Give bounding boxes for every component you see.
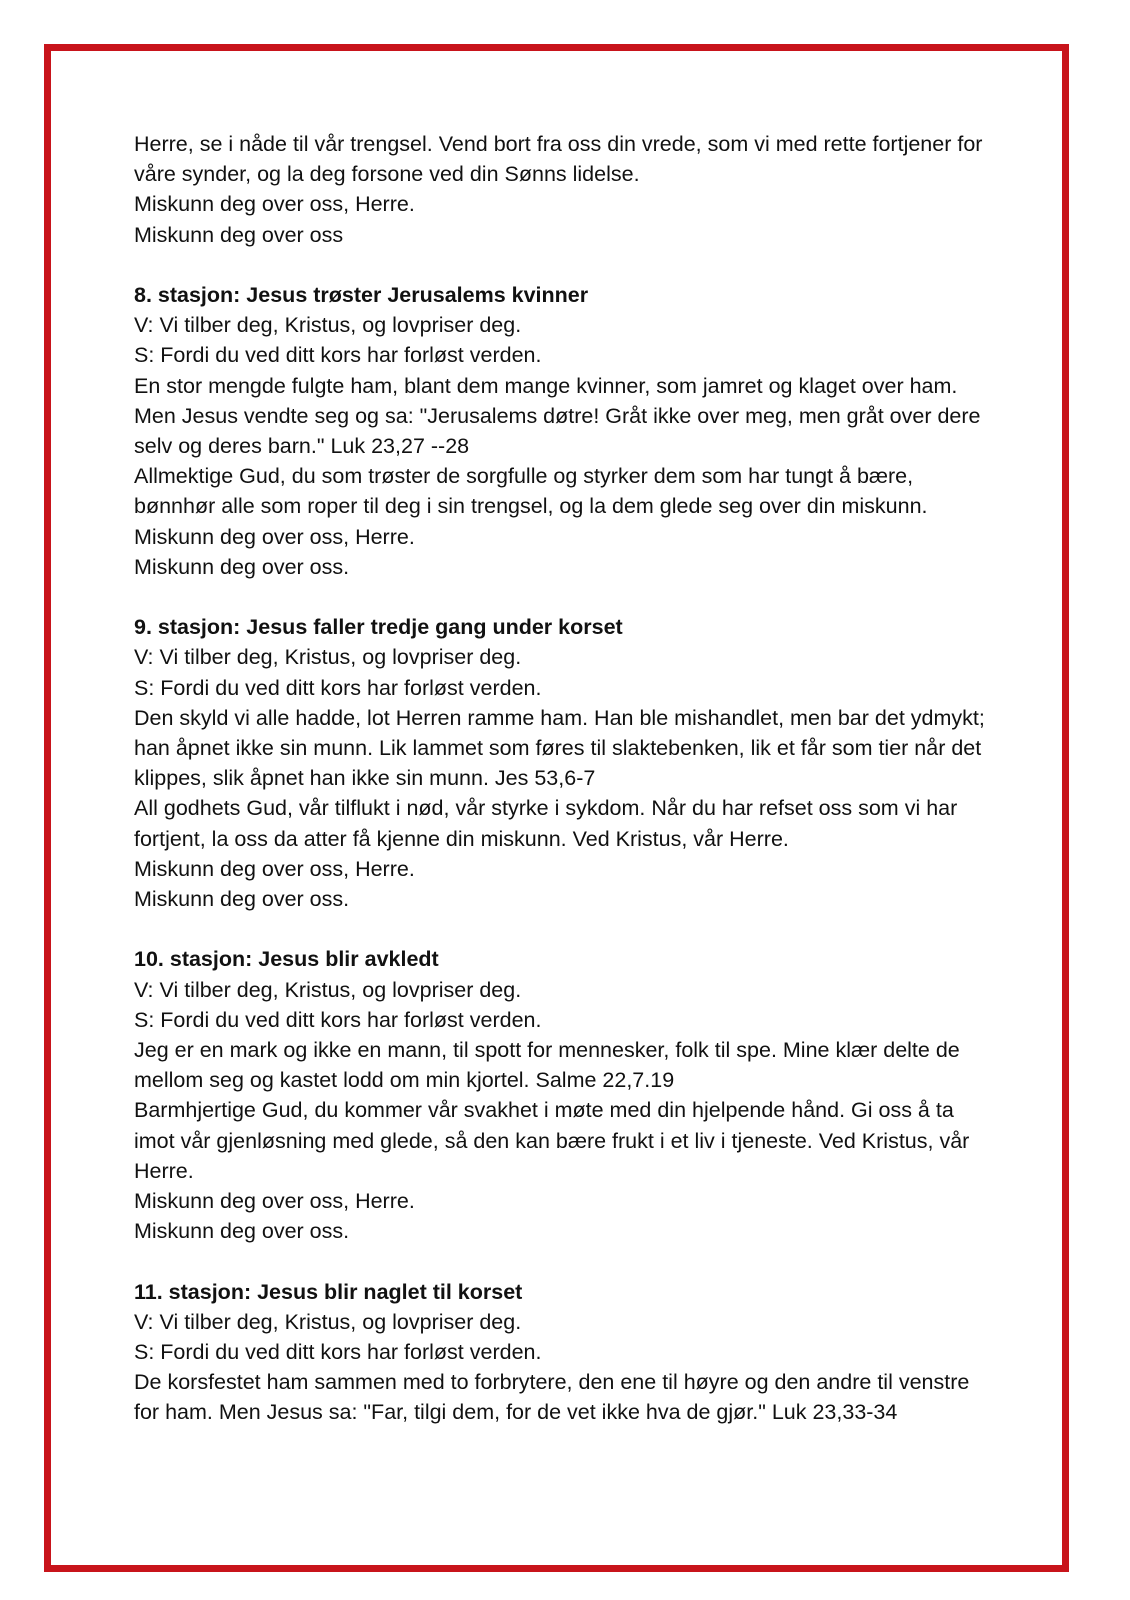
- station-reading: Den skyld vi alle hadde, lot Herren ramme ham. Han ble mishandlet, men bar det ydmykt; han åpnet ikke sin munn. Lik lammet som føres til slaktebenken, lik et får som tier når det klippes, slik åpnet han ikke sin munn. Jes 53,6-7: [134, 705, 985, 791]
- station-title: 11. stasjon: Jesus blir naglet til korset: [134, 1279, 523, 1304]
- intro-prayer: Herre, se i nåde til vår trengsel. Vend bort fra oss din vrede, som vi med rette fortjener for våre synder, og la deg forsone ved din Sønns lidelse.: [134, 132, 983, 187]
- station-prayer: Allmektige Gud, du som trøster de sorgfulle og styrker dem som har tungt å bære, bønnhør alle som roper til deg i sin trengsel, og la dem glede seg over din miskunn.: [134, 464, 928, 519]
- intro-response-1: Miskunn deg over oss, Herre.: [134, 192, 415, 217]
- document-body: [134, 129, 994, 1428]
- station-versicle: V: Vi tilber deg, Kristus, og lovpriser deg.: [134, 1309, 522, 1334]
- intro-response-2: Miskunn deg over oss: [134, 222, 344, 247]
- station-response: S: Fordi du ved ditt kors har forløst verden.: [134, 1007, 542, 1032]
- station-9: [134, 612, 994, 914]
- blank-line: [134, 582, 994, 612]
- blank-line: [134, 914, 994, 944]
- blank-line: [134, 250, 994, 280]
- station-10: [134, 944, 994, 1246]
- station-closing-1: Miskunn deg over oss, Herre.: [134, 524, 415, 549]
- station-reading: Jeg er en mark og ikke en mann, til spott for mennesker, folk til spe. Mine klær delte de mellom seg og kastet lodd om min kjortel. Salme 22,7.19: [134, 1038, 960, 1093]
- station-closing-1: Miskunn deg over oss, Herre.: [134, 856, 415, 881]
- station-closing-2: Miskunn deg over oss.: [134, 887, 350, 912]
- station-response: S: Fordi du ved ditt kors har forløst verden.: [134, 1340, 542, 1365]
- station-versicle: V: Vi tilber deg, Kristus, og lovpriser deg.: [134, 645, 522, 670]
- station-closing-2: Miskunn deg over oss.: [134, 1219, 350, 1244]
- station-reading: En stor mengde fulgte ham, blant dem mange kvinner, som jamret og klaget over ham. Men Jesus vendte seg og sa: "Jerusalems døtre! Gråt ikke over meg, men gråt over dere selv og deres barn." Luk 23,27 --28: [134, 373, 981, 459]
- intro-section: [134, 129, 994, 250]
- station-versicle: V: Vi tilber deg, Kristus, og lovpriser deg.: [134, 977, 522, 1002]
- station-versicle: V: Vi tilber deg, Kristus, og lovpriser deg.: [134, 313, 522, 338]
- station-response: S: Fordi du ved ditt kors har forløst verden.: [134, 343, 542, 368]
- station-11: [134, 1277, 994, 1428]
- blank-line: [134, 1246, 994, 1276]
- station-closing-1: Miskunn deg over oss, Herre.: [134, 1189, 415, 1214]
- station-response: S: Fordi du ved ditt kors har forløst verden.: [134, 675, 542, 700]
- station-8: [134, 280, 994, 582]
- station-prayer: All godhets Gud, vår tilflukt i nød, vår styrke i sykdom. Når du har refset oss som vi har fortjent, la oss da atter få kjenne din miskunn. Ved Kristus, vår Herre.: [134, 796, 958, 851]
- station-title: 10. stasjon: Jesus blir avkledt: [134, 947, 439, 972]
- station-prayer: Barmhjertige Gud, du kommer vår svakhet i møte med din hjelpende hånd. Gi oss å ta imot vår gjenløsning med glede, så den kan bære frukt i et liv i tjeneste. Ved Kristus, vår Herre.: [134, 1098, 970, 1183]
- station-title: 9. stasjon: Jesus faller tredje gang under korset: [134, 615, 623, 640]
- station-closing-2: Miskunn deg over oss.: [134, 554, 350, 579]
- station-reading: De korsfestet ham sammen med to forbrytere, den ene til høyre og den andre til venstre for ham. Men Jesus sa: "Far, tilgi dem, for de vet ikke hva de gjør." Luk 23,33-34: [134, 1370, 970, 1425]
- station-title: 8. stasjon: Jesus trøster Jerusalems kvinner: [134, 283, 589, 307]
